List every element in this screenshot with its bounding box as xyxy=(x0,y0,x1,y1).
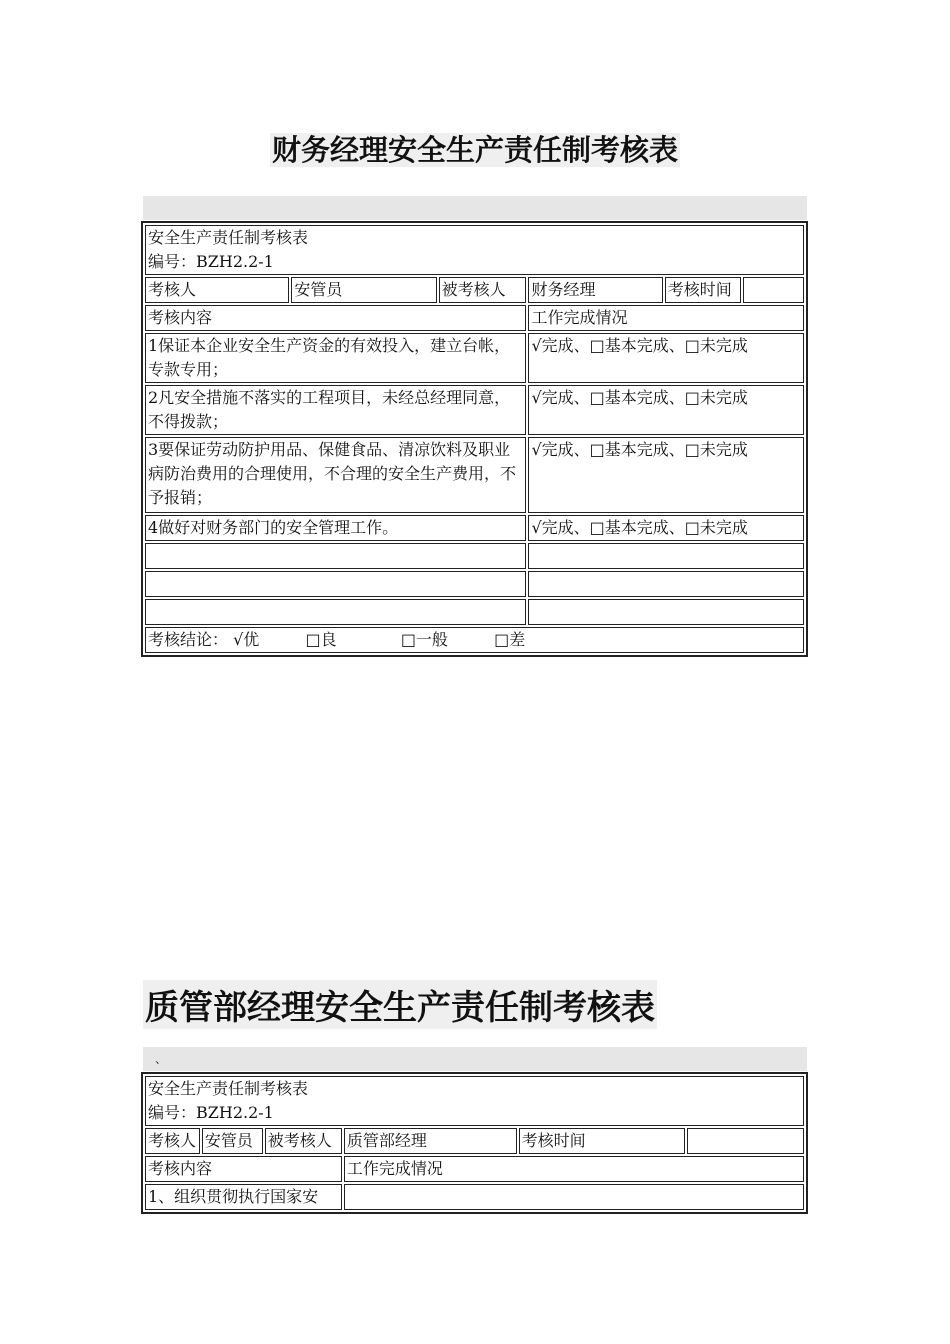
form1-item-content: 4做好对财务部门的安全管理工作。 xyxy=(145,515,526,541)
form2-assessee-value: 质管部经理 xyxy=(344,1128,517,1154)
form1-content-header: 考核内容 xyxy=(145,305,526,331)
form2-item-content: 1、组织贯彻执行国家安 xyxy=(145,1184,342,1210)
form1-time-value xyxy=(743,277,804,303)
form1-conclusion-good: □良 xyxy=(305,630,337,649)
form2-assessee-label: 被考核人 xyxy=(265,1128,342,1154)
form1-blank-cell xyxy=(528,543,804,569)
form2-header-bar xyxy=(143,1047,807,1071)
form2-status-header: 工作完成情况 xyxy=(344,1156,804,1182)
form1-assessor-value: 安管员 xyxy=(291,277,436,303)
form2-item-status xyxy=(344,1184,804,1210)
form1-table xyxy=(141,221,808,657)
form1-conclusion-excellent: √优 xyxy=(233,630,260,649)
form1-blank-cell xyxy=(145,543,526,569)
form2-assessor-value: 安管员 xyxy=(202,1128,263,1154)
form1-conclusion-label: 考核结论： xyxy=(148,630,229,649)
form1-item-status: √完成、□基本完成、□未完成 xyxy=(528,385,804,435)
form1-assessee-value: 财务经理 xyxy=(528,277,662,303)
form1-blank-cell xyxy=(145,599,526,625)
form1-status-header: 工作完成情况 xyxy=(528,305,804,331)
form1-conclusion-poor: □差 xyxy=(494,630,526,649)
form1-assessee-label: 被考核人 xyxy=(439,277,527,303)
form1-form-info xyxy=(145,225,804,275)
form1-title: 财务经理安全生产责任制考核表 xyxy=(271,133,678,167)
form1-assessor-label: 考核人 xyxy=(145,277,289,303)
form2-bar-mark: 、 xyxy=(155,1052,168,1066)
form1-item-content: 2凡安全措施不落实的工程项目，未经总经理同意，不得拨款； xyxy=(145,385,526,435)
form1-item-status: √完成、□基本完成、□未完成 xyxy=(528,515,804,541)
form1-blank-cell xyxy=(145,571,526,597)
form1-item-status: √完成、□基本完成、□未完成 xyxy=(528,437,804,513)
form1-item-content: 3要保证劳动防护用品、保健食品、清凉饮料及职业病防治费用的合理使用，不合理的安全生产费用，不予报销； xyxy=(145,437,526,513)
form2-table xyxy=(141,1072,808,1214)
form2-form-number: 编号：BZH2.2-1 xyxy=(148,1103,274,1122)
form2-assessor-label: 考核人 xyxy=(145,1128,200,1154)
form1-conclusion xyxy=(145,627,804,653)
form1-item-status: √完成、□基本完成、□未完成 xyxy=(528,333,804,383)
form1-form-number: 编号：BZH2.2-1 xyxy=(148,252,274,271)
form1-conclusion-fair: □一般 xyxy=(400,630,448,649)
form1-item-content: 1保证本企业安全生产资金的有效投入，建立台帐，专款专用； xyxy=(145,333,526,383)
form2-form-info xyxy=(145,1076,804,1126)
form1-header-bar xyxy=(143,196,807,220)
form2-time-label: 考核时间 xyxy=(519,1128,686,1154)
form1-form-name: 安全生产责任制考核表 xyxy=(148,228,309,247)
form1-time-label: 考核时间 xyxy=(665,277,742,303)
form2-time-value xyxy=(687,1128,804,1154)
form1-blank-cell xyxy=(528,571,804,597)
form2-content-header: 考核内容 xyxy=(145,1156,342,1182)
form2-title: 质管部经理安全生产责任制考核表 xyxy=(143,980,657,1029)
form2-form-name: 安全生产责任制考核表 xyxy=(148,1079,309,1098)
form1-blank-cell xyxy=(528,599,804,625)
